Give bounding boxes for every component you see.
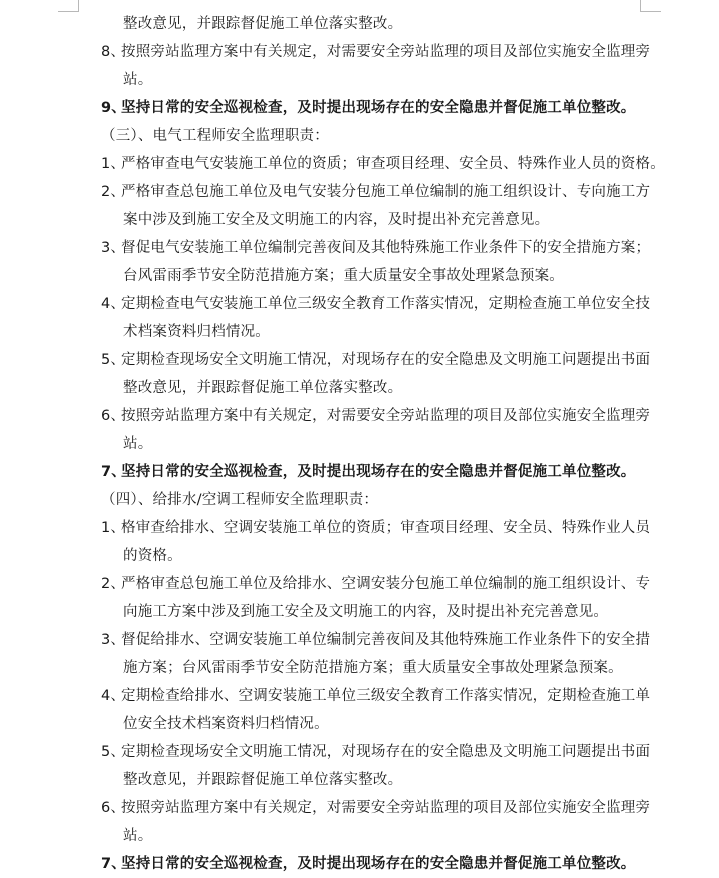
line-text: 整改意见，并跟踪督促施工单位落实整改。	[123, 16, 403, 32]
list-item	[101, 294, 650, 314]
list-item-number: 2、	[101, 184, 126, 200]
list-item-continuation	[123, 434, 152, 454]
list-item	[101, 350, 650, 370]
line-text: 台风雷雨季节安全防范措施方案；重大质量安全事故处理紧急预案。	[123, 268, 564, 284]
line-text: （四）、给排水/空调工程师安全监理职责：	[101, 492, 379, 508]
list-item	[101, 574, 650, 594]
list-item-number: 7、	[101, 464, 126, 480]
line-text: 定期检查给排水、空调安装施工单位三级安全教育工作落实情况，定期检查施工单	[121, 688, 651, 704]
list-item-number: 8、	[101, 44, 126, 60]
line-text: 定期检查现场安全文明施工情况，对现场存在的安全隐患及文明施工问题提出书面	[121, 352, 651, 368]
list-item-continuation	[123, 14, 402, 34]
line-text: 整改意见，并跟踪督促施工单位落实整改。	[123, 380, 403, 396]
list-item-continuation	[123, 770, 402, 790]
list-item	[101, 154, 665, 174]
line-text: 严格审查总包施工单位及给排水、空调安装分包施工单位编制的施工组织设计、专	[121, 576, 651, 592]
line-text: 督促给排水、空调安装施工单位编制完善夜间及其他特殊施工作业条件下的安全措	[121, 632, 651, 648]
line-text: 术档案资料归档情况。	[123, 324, 270, 340]
list-item-continuation	[123, 70, 152, 90]
list-item-number: 3、	[101, 632, 126, 648]
section-heading	[101, 126, 329, 146]
line-text: 定期检查现场安全文明施工情况，对现场存在的安全隐患及文明施工问题提出书面	[121, 744, 651, 760]
line-text: （三）、电气工程师安全监理职责：	[101, 128, 329, 144]
list-item-continuation	[123, 210, 549, 230]
line-text: 按照旁站监理方案中有关规定，对需要安全旁站监理的项目及部位实施安全监理旁	[121, 408, 651, 424]
list-item-number: 3、	[101, 240, 126, 256]
line-text: 坚持日常的安全巡视检查，及时提出现场存在的安全隐患并督促施工单位整改。	[121, 100, 636, 116]
list-item-continuation	[123, 658, 623, 678]
line-text: 格审查给排水、空调安装施工单位的资质；审查项目经理、安全员、特殊作业人员	[121, 520, 651, 536]
list-item	[101, 406, 650, 426]
line-text: 整改意见，并跟踪督促施工单位落实整改。	[123, 772, 403, 788]
list-item-number: 1、	[101, 520, 126, 536]
line-text: 站。	[123, 72, 153, 88]
list-item-continuation	[123, 266, 564, 286]
list-item-continuation	[123, 826, 152, 846]
list-item-number: 9、	[101, 100, 126, 116]
page-corner-mark-right	[640, 0, 661, 12]
list-item-continuation	[123, 546, 182, 566]
list-item	[101, 630, 650, 650]
line-text: 督促电气安装施工单位编制完善夜间及其他特殊施工作业条件下的安全措施方案；	[121, 240, 651, 256]
list-item	[101, 798, 650, 818]
list-item	[101, 462, 636, 482]
line-text: 施方案；台风雷雨季节安全防范措施方案；重大质量安全事故处理紧急预案。	[123, 660, 623, 676]
list-item	[101, 742, 650, 762]
list-item-number: 6、	[101, 408, 126, 424]
line-text: 站。	[123, 436, 153, 452]
list-item	[101, 182, 650, 202]
list-item-continuation	[123, 322, 270, 342]
section-heading	[101, 490, 378, 510]
line-text: 向施工方案中涉及到施工安全及文明施工的内容，及时提出补充完善意见。	[123, 604, 609, 620]
list-item-number: 4、	[101, 688, 126, 704]
line-text: 坚持日常的安全巡视检查，及时提出现场存在的安全隐患并督促施工单位整改。	[121, 856, 636, 872]
list-item-continuation	[123, 714, 329, 734]
list-item	[101, 238, 650, 258]
list-item	[101, 854, 636, 874]
list-item	[101, 98, 636, 118]
line-text: 按照旁站监理方案中有关规定，对需要安全旁站监理的项目及部位实施安全监理旁	[121, 800, 651, 816]
line-text: 定期检查电气安装施工单位三级安全教育工作落实情况，定期检查施工单位安全技	[121, 296, 651, 312]
line-text: 位安全技术档案资料归档情况。	[123, 716, 329, 732]
line-text: 的资格。	[123, 548, 182, 564]
line-text: 站。	[123, 828, 153, 844]
list-item-number: 4、	[101, 296, 126, 312]
list-item-number: 5、	[101, 352, 126, 368]
list-item-number: 7、	[101, 856, 126, 872]
list-item-continuation	[123, 378, 402, 398]
list-item-number: 6、	[101, 800, 126, 816]
list-item	[101, 518, 650, 538]
list-item	[101, 42, 650, 62]
list-item	[101, 686, 650, 706]
list-item-continuation	[123, 602, 608, 622]
page-corner-mark-left	[58, 0, 79, 12]
list-item-number: 1、	[101, 156, 126, 172]
line-text: 案中涉及到施工安全及文明施工的内容，及时提出补充完善意见。	[123, 212, 550, 228]
line-text: 坚持日常的安全巡视检查，及时提出现场存在的安全隐患并督促施工单位整改。	[121, 464, 636, 480]
list-item-number: 2、	[101, 576, 126, 592]
line-text: 严格审查总包施工单位及电气安装分包施工单位编制的施工组织设计、专向施工方	[121, 184, 651, 200]
list-item-number: 5、	[101, 744, 126, 760]
line-text: 严格审查电气安装施工单位的资质；审查项目经理、安全员、特殊作业人员的资格。	[121, 156, 665, 172]
line-text: 按照旁站监理方案中有关规定，对需要安全旁站监理的项目及部位实施安全监理旁	[121, 44, 651, 60]
